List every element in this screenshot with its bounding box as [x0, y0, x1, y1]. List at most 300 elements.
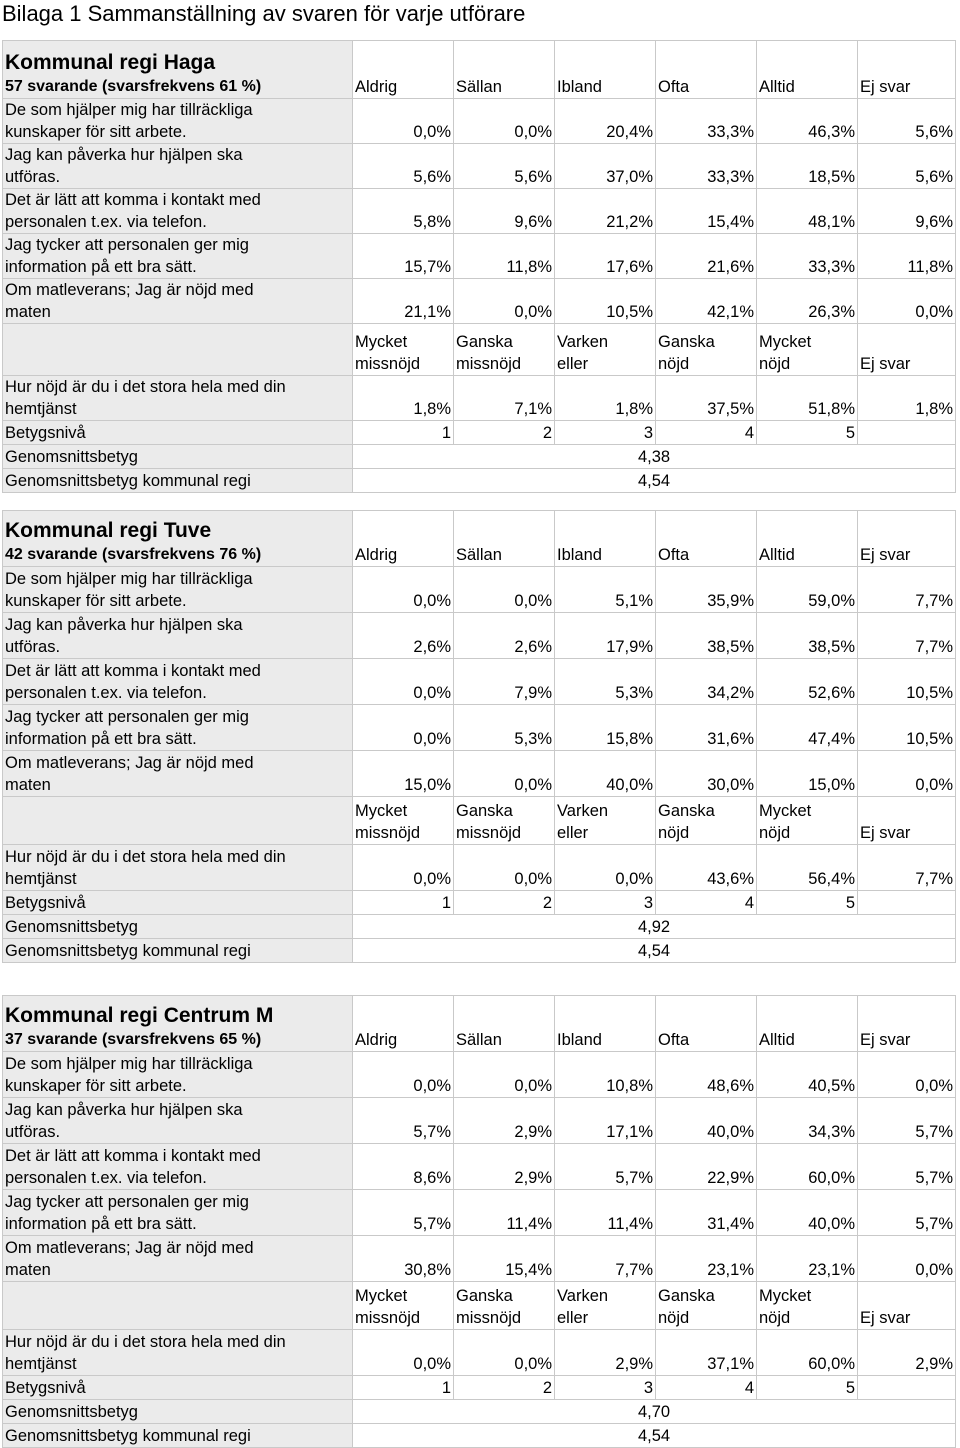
empty-cell — [858, 891, 956, 915]
question-label-line: Jag kan påverka hur hjälpen ska — [5, 1101, 243, 1119]
average-value-text: 4,92 — [637, 918, 671, 936]
grade-label: Betygsnivå — [3, 891, 353, 915]
grade-level: 1 — [353, 891, 454, 915]
municipal-average-row — [3, 939, 956, 963]
question-label-line: utföras. — [5, 168, 61, 186]
column-header: Ibland — [555, 996, 656, 1052]
percent-cell: 1,8% — [555, 376, 656, 421]
satisfaction-header — [555, 324, 656, 376]
percent-cell: 10,5% — [858, 659, 956, 705]
overall-label-line: Hur nöjd är du i det stora hela med din — [5, 378, 286, 396]
satisfaction-header — [454, 1282, 555, 1330]
percent-cell: 0,0% — [858, 1236, 956, 1282]
page-title: Bilaga 1 Sammanställning av svaren för varje utförare — [2, 1, 526, 26]
grade-label: Betygsnivå — [3, 1376, 353, 1400]
percent-cell: 37,1% — [656, 1330, 757, 1376]
question-row — [3, 99, 956, 144]
satisfaction-header — [757, 797, 858, 845]
column-header: Ofta — [656, 511, 757, 567]
satisfaction-header-line: Ganska — [658, 1287, 715, 1305]
question-label-line: personalen t.ex. via telefon. — [5, 1169, 207, 1187]
grade-level: 2 — [454, 421, 555, 445]
grade-level: 1 — [353, 1376, 454, 1400]
satisfaction-header-line: nöjd — [759, 1309, 791, 1327]
percent-cell: 7,1% — [454, 376, 555, 421]
percent-cell: 34,2% — [656, 659, 757, 705]
overall-label — [3, 845, 353, 891]
section-header-row — [3, 996, 956, 1052]
percent-cell: 11,8% — [454, 234, 555, 279]
percent-cell: 7,7% — [555, 1236, 656, 1282]
column-header: Aldrig — [353, 41, 454, 99]
section-header-row — [3, 511, 956, 567]
column-header: Aldrig — [353, 511, 454, 567]
satisfaction-header-line: missnöjd — [456, 355, 522, 373]
question-label — [3, 613, 353, 659]
question-row — [3, 1236, 956, 1282]
question-label — [3, 234, 353, 279]
percent-cell: 46,3% — [757, 99, 858, 144]
percent-cell: 35,9% — [656, 567, 757, 613]
question-label-line: Det är lätt att komma i kontakt med — [5, 191, 261, 209]
satisfaction-header — [858, 1282, 956, 1330]
percent-cell: 5,3% — [454, 705, 555, 751]
question-label-line: De som hjälper mig har tillräckliga — [5, 101, 253, 119]
municipal-average-value-text: 4,54 — [637, 1427, 671, 1445]
satisfaction-header-line: Mycket — [759, 333, 812, 351]
percent-cell: 0,0% — [353, 845, 454, 891]
average-label: Genomsnittsbetyg — [3, 915, 353, 939]
question-label-line: utföras. — [5, 1123, 61, 1141]
grade-row — [3, 1376, 956, 1400]
percent-cell: 21,2% — [555, 189, 656, 234]
percent-cell: 40,0% — [555, 751, 656, 797]
percent-cell: 2,9% — [454, 1144, 555, 1190]
percent-cell: 5,7% — [858, 1144, 956, 1190]
question-label — [3, 751, 353, 797]
satisfaction-header — [858, 797, 956, 845]
percent-cell: 9,6% — [454, 189, 555, 234]
percent-cell: 5,6% — [454, 144, 555, 189]
percent-cell: 7,7% — [858, 613, 956, 659]
overall-row — [3, 1330, 956, 1376]
percent-cell: 21,1% — [353, 279, 454, 324]
question-row — [3, 1052, 956, 1098]
question-label-line: maten — [5, 303, 51, 321]
column-header: Alltid — [757, 41, 858, 99]
average-value-text: 4,38 — [637, 448, 671, 466]
percent-cell: 5,7% — [353, 1098, 454, 1144]
percent-cell: 0,0% — [454, 1330, 555, 1376]
question-label-line: Det är lätt att komma i kontakt med — [5, 662, 261, 680]
average-row — [3, 1400, 956, 1424]
percent-cell: 2,9% — [555, 1330, 656, 1376]
percent-cell: 47,4% — [757, 705, 858, 751]
percent-cell: 30,0% — [656, 751, 757, 797]
satisfaction-header-line: missnöjd — [355, 355, 421, 373]
percent-cell: 59,0% — [757, 567, 858, 613]
percent-cell: 33,3% — [656, 99, 757, 144]
percent-cell: 15,0% — [353, 751, 454, 797]
question-label-line: maten — [5, 776, 51, 794]
satisfaction-header-line: Ej svar — [860, 1309, 911, 1327]
satisfaction-header-row — [3, 324, 956, 376]
overall-label — [3, 376, 353, 421]
percent-cell: 5,8% — [353, 189, 454, 234]
question-label — [3, 144, 353, 189]
percent-cell: 10,5% — [858, 705, 956, 751]
percent-cell: 7,9% — [454, 659, 555, 705]
grade-label: Betygsnivå — [3, 421, 353, 445]
question-label-line: Jag tycker att personalen ger mig — [5, 708, 249, 726]
municipal-average-value-text: 4,54 — [637, 942, 671, 960]
percent-cell: 51,8% — [757, 376, 858, 421]
percent-cell: 48,1% — [757, 189, 858, 234]
question-label-line: De som hjälper mig har tillräckliga — [5, 570, 253, 588]
satisfaction-header — [555, 797, 656, 845]
average-value — [353, 1400, 956, 1424]
satisfaction-header-row — [3, 797, 956, 845]
percent-cell: 0,0% — [353, 1330, 454, 1376]
grade-level: 4 — [656, 421, 757, 445]
percent-cell: 0,0% — [858, 279, 956, 324]
question-label-line: maten — [5, 1261, 51, 1279]
respondent-count: 57 svarande (svarsfrekvens 61 %) — [5, 78, 262, 95]
percent-cell: 15,4% — [454, 1236, 555, 1282]
satisfaction-header — [858, 324, 956, 376]
satisfaction-header-line: Mycket — [355, 333, 408, 351]
overall-label-line: Hur nöjd är du i det stora hela med din — [5, 1333, 286, 1351]
municipal-average-label: Genomsnittsbetyg kommunal regi — [3, 469, 353, 493]
average-value-text: 4,70 — [637, 1403, 671, 1421]
question-row — [3, 1144, 956, 1190]
percent-cell: 43,6% — [656, 845, 757, 891]
section-header-row — [3, 41, 956, 99]
satisfaction-header-line: Ej svar — [860, 355, 911, 373]
percent-cell: 21,6% — [656, 234, 757, 279]
percent-cell: 7,7% — [858, 567, 956, 613]
section-name: Kommunal regi Centrum M — [5, 1004, 274, 1027]
percent-cell: 56,4% — [757, 845, 858, 891]
percent-cell: 2,9% — [454, 1098, 555, 1144]
percent-cell: 8,6% — [353, 1144, 454, 1190]
municipal-average-value — [353, 939, 956, 963]
empty-cell — [858, 421, 956, 445]
grade-level: 1 — [353, 421, 454, 445]
percent-cell: 60,0% — [757, 1330, 858, 1376]
percent-cell: 20,4% — [555, 99, 656, 144]
satisfaction-header — [353, 324, 454, 376]
overall-label-line: Hur nöjd är du i det stora hela med din — [5, 848, 286, 866]
column-header: Ofta — [656, 996, 757, 1052]
percent-cell: 33,3% — [757, 234, 858, 279]
percent-cell: 0,0% — [454, 279, 555, 324]
percent-cell: 40,0% — [757, 1190, 858, 1236]
percent-cell: 0,0% — [858, 1052, 956, 1098]
column-header: Sällan — [454, 511, 555, 567]
average-row — [3, 915, 956, 939]
section-heading — [3, 41, 353, 99]
satisfaction-header — [454, 324, 555, 376]
respondent-count: 37 svarande (svarsfrekvens 65 %) — [5, 1031, 262, 1048]
question-label-line: Det är lätt att komma i kontakt med — [5, 1147, 261, 1165]
column-header: Ej svar — [858, 41, 956, 99]
section-heading — [3, 511, 353, 567]
question-label-line: personalen t.ex. via telefon. — [5, 684, 207, 702]
percent-cell: 30,8% — [353, 1236, 454, 1282]
satisfaction-header-line: Mycket — [759, 1287, 812, 1305]
question-label — [3, 1098, 353, 1144]
question-row — [3, 279, 956, 324]
satisfaction-header-line: missnöjd — [456, 1309, 522, 1327]
satisfaction-header-line: eller — [557, 355, 589, 373]
satisfaction-header-line: nöjd — [658, 1309, 690, 1327]
question-row — [3, 189, 956, 234]
section-name: Kommunal regi Haga — [5, 51, 216, 74]
satisfaction-header-line: eller — [557, 824, 589, 842]
satisfaction-header-line: Ganska — [456, 1287, 513, 1305]
percent-cell: 0,0% — [353, 99, 454, 144]
grade-level: 3 — [555, 1376, 656, 1400]
percent-cell: 31,4% — [656, 1190, 757, 1236]
column-header: Sällan — [454, 996, 555, 1052]
satisfaction-header — [555, 1282, 656, 1330]
percent-cell: 0,0% — [353, 705, 454, 751]
percent-cell: 0,0% — [858, 751, 956, 797]
percent-cell: 23,1% — [757, 1236, 858, 1282]
percent-cell: 0,0% — [353, 567, 454, 613]
respondent-count: 42 svarande (svarsfrekvens 76 %) — [5, 546, 262, 563]
satisfaction-header — [656, 797, 757, 845]
column-header: Ej svar — [858, 996, 956, 1052]
percent-cell: 15,4% — [656, 189, 757, 234]
satisfaction-header — [656, 1282, 757, 1330]
question-row — [3, 659, 956, 705]
municipal-average-value-text: 4,54 — [637, 472, 671, 490]
question-label-line: kunskaper för sitt arbete. — [5, 1077, 187, 1095]
percent-cell: 17,9% — [555, 613, 656, 659]
question-label — [3, 189, 353, 234]
question-label-line: Om matleverans; Jag är nöjd med — [5, 281, 254, 299]
percent-cell: 5,3% — [555, 659, 656, 705]
question-label-line: De som hjälper mig har tillräckliga — [5, 1055, 253, 1073]
grade-level: 2 — [454, 891, 555, 915]
percent-cell: 5,7% — [353, 1190, 454, 1236]
satisfaction-header-line: Mycket — [759, 802, 812, 820]
percent-cell: 10,5% — [555, 279, 656, 324]
percent-cell: 23,1% — [656, 1236, 757, 1282]
percent-cell: 17,6% — [555, 234, 656, 279]
percent-cell: 5,6% — [353, 144, 454, 189]
municipal-average-label: Genomsnittsbetyg kommunal regi — [3, 1424, 353, 1448]
column-header: Alltid — [757, 511, 858, 567]
percent-cell: 37,5% — [656, 376, 757, 421]
question-row — [3, 234, 956, 279]
grade-level: 2 — [454, 1376, 555, 1400]
satisfaction-header — [454, 797, 555, 845]
column-header: Ofta — [656, 41, 757, 99]
satisfaction-header-line: missnöjd — [355, 824, 421, 842]
percent-cell: 33,3% — [656, 144, 757, 189]
percent-cell: 38,5% — [757, 613, 858, 659]
question-label-line: information på ett bra sätt. — [5, 258, 197, 276]
overall-label-line: hemtjänst — [5, 1355, 77, 1373]
grade-level: 4 — [656, 1376, 757, 1400]
satisfaction-header-line: nöjd — [658, 824, 690, 842]
overall-row — [3, 376, 956, 421]
satisfaction-header — [757, 324, 858, 376]
percent-cell: 0,0% — [353, 659, 454, 705]
satisfaction-header-line: Ej svar — [860, 824, 911, 842]
satisfaction-header-line: Ganska — [658, 802, 715, 820]
average-row — [3, 445, 956, 469]
satisfaction-header-line: nöjd — [759, 355, 791, 373]
percent-cell: 22,9% — [656, 1144, 757, 1190]
question-row — [3, 751, 956, 797]
satisfaction-header-line: missnöjd — [456, 824, 522, 842]
question-label-line: kunskaper för sitt arbete. — [5, 123, 187, 141]
percent-cell: 17,1% — [555, 1098, 656, 1144]
question-row — [3, 1190, 956, 1236]
percent-cell: 1,8% — [353, 376, 454, 421]
question-row — [3, 705, 956, 751]
overall-label-line: hemtjänst — [5, 870, 77, 888]
column-header: Ibland — [555, 511, 656, 567]
percent-cell: 15,7% — [353, 234, 454, 279]
percent-cell: 0,0% — [454, 751, 555, 797]
average-value — [353, 915, 956, 939]
question-label-line: Om matleverans; Jag är nöjd med — [5, 1239, 254, 1257]
percent-cell: 31,6% — [656, 705, 757, 751]
percent-cell: 40,0% — [656, 1098, 757, 1144]
question-label-line: Om matleverans; Jag är nöjd med — [5, 754, 254, 772]
grade-row — [3, 421, 956, 445]
percent-cell: 11,8% — [858, 234, 956, 279]
empty-cell — [858, 1376, 956, 1400]
municipal-average-value — [353, 469, 956, 493]
satisfaction-header-line: Mycket — [355, 1287, 408, 1305]
grade-level: 5 — [757, 891, 858, 915]
satisfaction-header-line: Varken — [557, 802, 609, 820]
section-table — [2, 510, 956, 963]
satisfaction-header-line: eller — [557, 1309, 589, 1327]
satisfaction-header — [656, 324, 757, 376]
question-label-line: information på ett bra sätt. — [5, 1215, 197, 1233]
column-header: Alltid — [757, 996, 858, 1052]
satisfaction-header-line: nöjd — [759, 824, 791, 842]
empty-cell — [3, 324, 353, 376]
satisfaction-header-line: nöjd — [658, 355, 690, 373]
grade-level: 3 — [555, 421, 656, 445]
satisfaction-header — [353, 797, 454, 845]
percent-cell: 11,4% — [454, 1190, 555, 1236]
grade-level: 5 — [757, 1376, 858, 1400]
grade-level: 3 — [555, 891, 656, 915]
percent-cell: 26,3% — [757, 279, 858, 324]
percent-cell: 2,9% — [858, 1330, 956, 1376]
question-label — [3, 659, 353, 705]
percent-cell: 38,5% — [656, 613, 757, 659]
percent-cell: 34,3% — [757, 1098, 858, 1144]
percent-cell: 60,0% — [757, 1144, 858, 1190]
question-label-line: personalen t.ex. via telefon. — [5, 213, 207, 231]
percent-cell: 48,6% — [656, 1052, 757, 1098]
percent-cell: 5,6% — [858, 144, 956, 189]
question-label — [3, 99, 353, 144]
percent-cell: 7,7% — [858, 845, 956, 891]
overall-label — [3, 1330, 353, 1376]
grade-level: 4 — [656, 891, 757, 915]
empty-cell — [3, 1282, 353, 1330]
municipal-average-row — [3, 469, 956, 493]
question-row — [3, 1098, 956, 1144]
question-row — [3, 613, 956, 659]
question-label-line: Jag kan påverka hur hjälpen ska — [5, 146, 243, 164]
question-label — [3, 1236, 353, 1282]
percent-cell: 5,7% — [555, 1144, 656, 1190]
percent-cell: 2,6% — [454, 613, 555, 659]
grade-row — [3, 891, 956, 915]
percent-cell: 1,8% — [858, 376, 956, 421]
percent-cell: 0,0% — [454, 99, 555, 144]
question-label — [3, 705, 353, 751]
average-label: Genomsnittsbetyg — [3, 445, 353, 469]
percent-cell: 5,6% — [858, 99, 956, 144]
percent-cell: 10,8% — [555, 1052, 656, 1098]
question-label-line: information på ett bra sätt. — [5, 730, 197, 748]
percent-cell: 5,1% — [555, 567, 656, 613]
question-row — [3, 567, 956, 613]
question-label — [3, 1052, 353, 1098]
column-header: Ibland — [555, 41, 656, 99]
percent-cell: 5,7% — [858, 1190, 956, 1236]
average-label: Genomsnittsbetyg — [3, 1400, 353, 1424]
question-label-line: Jag tycker att personalen ger mig — [5, 1193, 249, 1211]
section-name: Kommunal regi Tuve — [5, 519, 212, 542]
satisfaction-header-line: Mycket — [355, 802, 408, 820]
column-header: Aldrig — [353, 996, 454, 1052]
satisfaction-header-line: Ganska — [456, 333, 513, 351]
percent-cell: 40,5% — [757, 1052, 858, 1098]
percent-cell: 42,1% — [656, 279, 757, 324]
empty-cell — [3, 797, 353, 845]
percent-cell: 0,0% — [454, 845, 555, 891]
percent-cell: 2,6% — [353, 613, 454, 659]
section-heading — [3, 996, 353, 1052]
average-value — [353, 445, 956, 469]
percent-cell: 52,6% — [757, 659, 858, 705]
satisfaction-header-line: missnöjd — [355, 1309, 421, 1327]
satisfaction-header-line: Ganska — [456, 802, 513, 820]
question-label-line: Jag kan påverka hur hjälpen ska — [5, 616, 243, 634]
question-label — [3, 1190, 353, 1236]
satisfaction-header-line: Varken — [557, 333, 609, 351]
percent-cell: 15,0% — [757, 751, 858, 797]
percent-cell: 5,7% — [858, 1098, 956, 1144]
section-table — [2, 40, 956, 493]
percent-cell: 0,0% — [353, 1052, 454, 1098]
overall-label-line: hemtjänst — [5, 400, 77, 418]
satisfaction-header-row — [3, 1282, 956, 1330]
satisfaction-header — [757, 1282, 858, 1330]
question-label — [3, 567, 353, 613]
column-header: Sällan — [454, 41, 555, 99]
percent-cell: 37,0% — [555, 144, 656, 189]
percent-cell: 0,0% — [454, 567, 555, 613]
percent-cell: 18,5% — [757, 144, 858, 189]
question-label-line: utföras. — [5, 638, 61, 656]
question-label-line: Jag tycker att personalen ger mig — [5, 236, 249, 254]
